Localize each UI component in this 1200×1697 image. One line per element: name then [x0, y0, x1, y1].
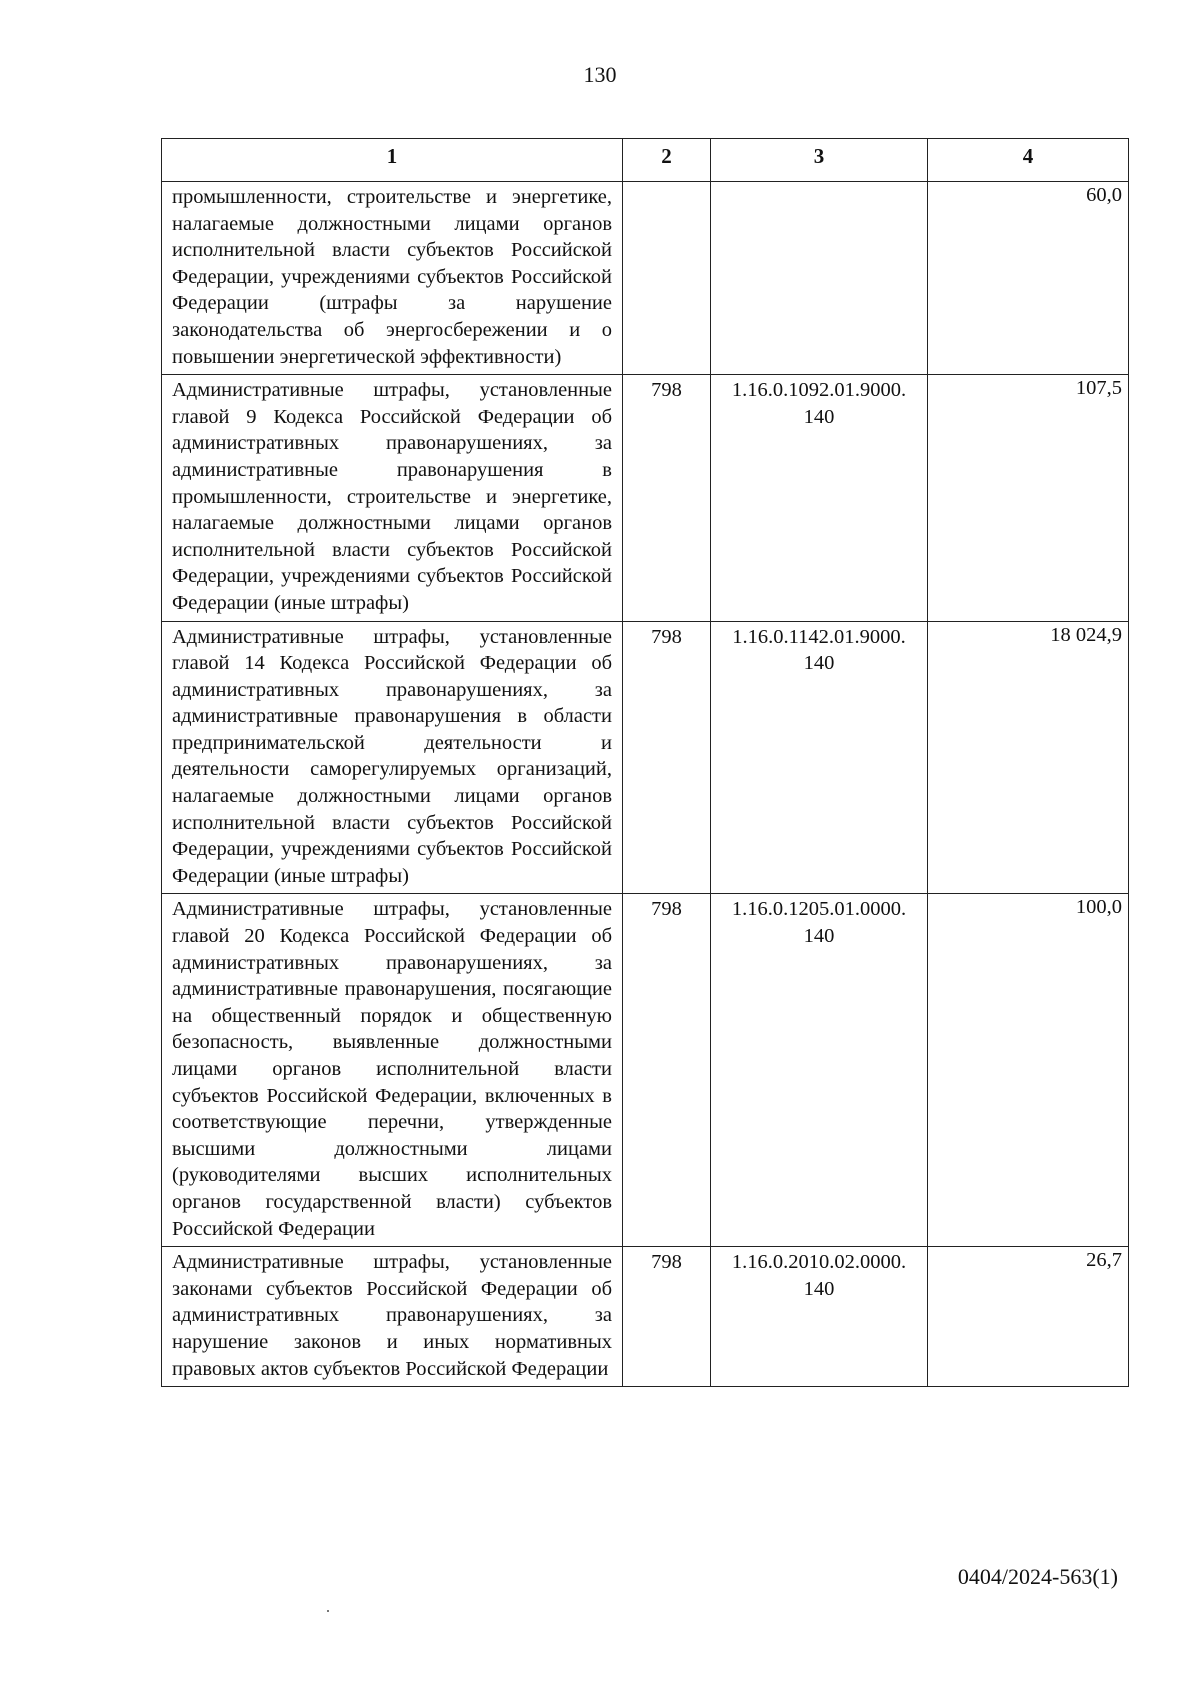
- scan-speck: [327, 1610, 329, 1612]
- row-classification-code: [711, 182, 928, 375]
- row-description: Административные штрафы, установленные главой 20 Кодекса Российской Федерации об административных правонарушениях, за административные правонарушения, посягающие на общественный порядок и общественную безопасность, выявленные должностными лицами органов исполнительной власти субъектов Российской Федерации, включенных в соответствующие перечни, утвержденные высшими должностными лицами (руководителями высших исполнительных органов государственной власти) субъектов Российской Федерации: [162, 894, 623, 1247]
- row-amount: 60,0: [928, 182, 1129, 375]
- row-classification-code: 1.16.0.1142.01.9000. 140: [711, 621, 928, 894]
- revenue-table: [161, 138, 1129, 1387]
- row-description: Административные штрафы, установленные главой 9 Кодекса Российской Федерации об административных правонарушениях, за административные правонарушения в промышленности, строительстве и энергетике, налагаемые должностными лицами органов исполнительной власти субъектов Российской Федерации, учреждениями субъектов Российской Федерации (иные штрафы): [162, 375, 623, 621]
- table-row: [162, 182, 1129, 375]
- row-description: Административные штрафы, установленные главой 14 Кодекса Российской Федерации об административных правонарушениях, за административные правонарушения в области предпринимательской деятельности и деятельности саморегулируемых организаций, налагаемые должностными лицами органов исполнительной власти субъектов Российской Федерации, учреждениями субъектов Российской Федерации (иные штрафы): [162, 621, 623, 894]
- row-admin-code: 798: [623, 894, 711, 1247]
- table-row: [162, 1247, 1129, 1387]
- column-header-4: 4: [928, 139, 1129, 182]
- row-amount: 100,0: [928, 894, 1129, 1247]
- table-row: [162, 894, 1129, 1247]
- table-header-row: [162, 139, 1129, 182]
- column-header-2: 2: [623, 139, 711, 182]
- row-description: Административные штрафы, установленные законами субъектов Российской Федерации об административных правонарушениях, за нарушение законов и иных нормативных правовых актов субъектов Российской Федерации: [162, 1247, 623, 1387]
- row-classification-code: 1.16.0.1092.01.9000. 140: [711, 375, 928, 621]
- page-number: 130: [583, 62, 617, 87]
- document-number: 0404/2024-563(1): [957, 1564, 1118, 1589]
- row-classification-code: 1.16.0.1205.01.0000. 140: [711, 894, 928, 1247]
- column-header-3: 3: [711, 139, 928, 182]
- table-row: [162, 621, 1129, 894]
- row-description: промышленности, строительстве и энергетике, налагаемые должностными лицами органов исполнительной власти субъектов Российской Федерации, учреждениями субъектов Российской Федерации (штрафы за нарушение законодательства об энергосбережении и о повышении энергетической эффективности): [162, 182, 623, 375]
- row-admin-code: 798: [623, 621, 711, 894]
- row-classification-code: 1.16.0.2010.02.0000. 140: [711, 1247, 928, 1387]
- row-admin-code: [623, 182, 711, 375]
- row-amount: 18 024,9: [928, 621, 1129, 894]
- row-admin-code: 798: [623, 375, 711, 621]
- table-row: [162, 375, 1129, 621]
- column-header-1: 1: [162, 139, 623, 182]
- row-amount: 26,7: [928, 1247, 1129, 1387]
- row-amount: 107,5: [928, 375, 1129, 621]
- row-admin-code: 798: [623, 1247, 711, 1387]
